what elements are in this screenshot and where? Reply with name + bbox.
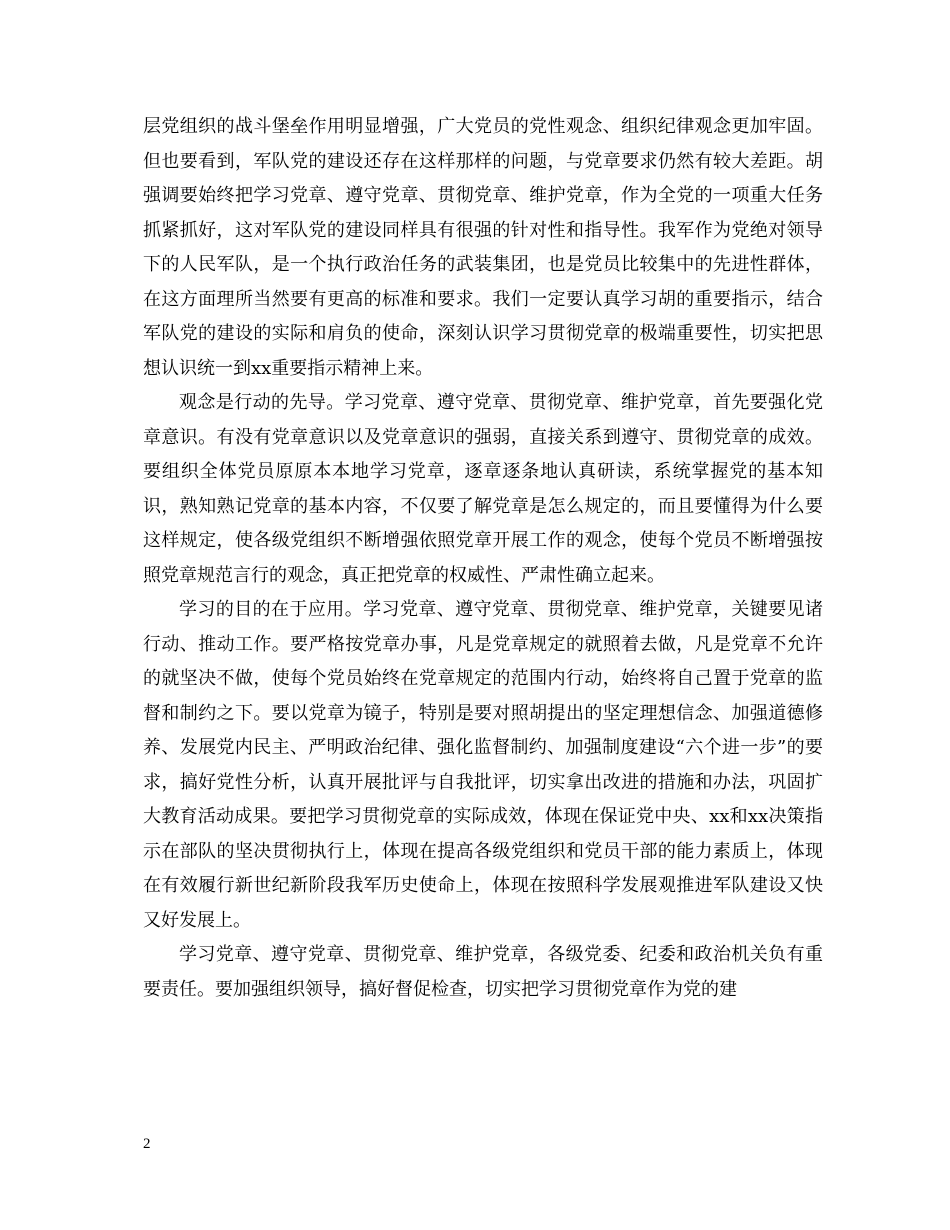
paragraph-2: 观念是行动的先导。学习党章、遵守党章、贯彻党章、维护党章，首先要强化党章意识。有没有党章意识以及党章意识的强弱，直接关系到遵守、贯彻党章的成效。要组织全体党员原原本本地学习党章，逐章逐条地认真研读，系统掌握党的基本知识，熟知熟记党章的基本内容，不仅要了解党章是怎么规定的，而且要懂得为什么要这样规定，使各级党组织不断增强依照党章开展工作的观念，使每个党员不断增强按照党章规范言行的观念，真正把党章的权威性、严肃性确立起来。 [143, 392, 823, 586]
paragraph-4: 学习党章、遵守党章、贯彻党章、维护党章，各级党委、纪委和政治机关负有重要责任。要加强组织领导，搞好督促检查，切实把学习贯彻党章作为党的建 [143, 944, 823, 1000]
page-number: 2 [143, 1136, 151, 1152]
document-body [143, 110, 823, 1007]
paragraph-1: 层党组织的战斗堡垒作用明显增强，广大党员的党性观念、组织纪律观念更加牢固。但也要看到，军队党的建设还存在这样那样的问题，与党章要求仍然有较大差距。胡强调要始终把学习党章、遵守党章、贯彻党章、维护党章，作为全党的一项重大任务抓紧抓好，这对军队党的建设同样具有很强的针对性和指导性。我军作为党绝对领导下的人民军队，是一个执行政治任务的武装集团，也是党员比较集中的先进性群体，在这方面理所当然要有更高的标准和要求。我们一定要认真学习胡的重要指示，结合军队党的建设的实际和肩负的使命，深刻认识学习贯彻党章的极端重要性，切实把思想认识统一到xx重要指示精神上来。 [143, 116, 823, 379]
paragraph-3: 学习的目的在于应用。学习党章、遵守党章、贯彻党章、维护党章，关键要见诸行动、推动工作。要严格按党章办事，凡是党章规定的就照着去做，凡是党章不允许的就坚决不做，使每个党员始终在党章规定的范围内行动，始终将自己置于党章的监督和制约之下。要以党章为镜子，特别是要对照胡提出的坚定理想信念、加强道德修养、发展党内民主、严明政治纪律、强化监督制约、加强制度建设“六个进一步”的要求，搞好党性分析，认真开展批评与自我批评，切实拿出改进的措施和办法，巩固扩大教育活动成果。要把学习贯彻党章的实际成效，体现在保证党中央、xx和xx决策指示在部队的坚决贯彻执行上，体现在提高各级党组织和党员干部的能力素质上，体现在有效履行新世纪新阶段我军历史使命上，体现在按照科学发展观推进军队建设又快又好发展上。 [143, 599, 823, 931]
